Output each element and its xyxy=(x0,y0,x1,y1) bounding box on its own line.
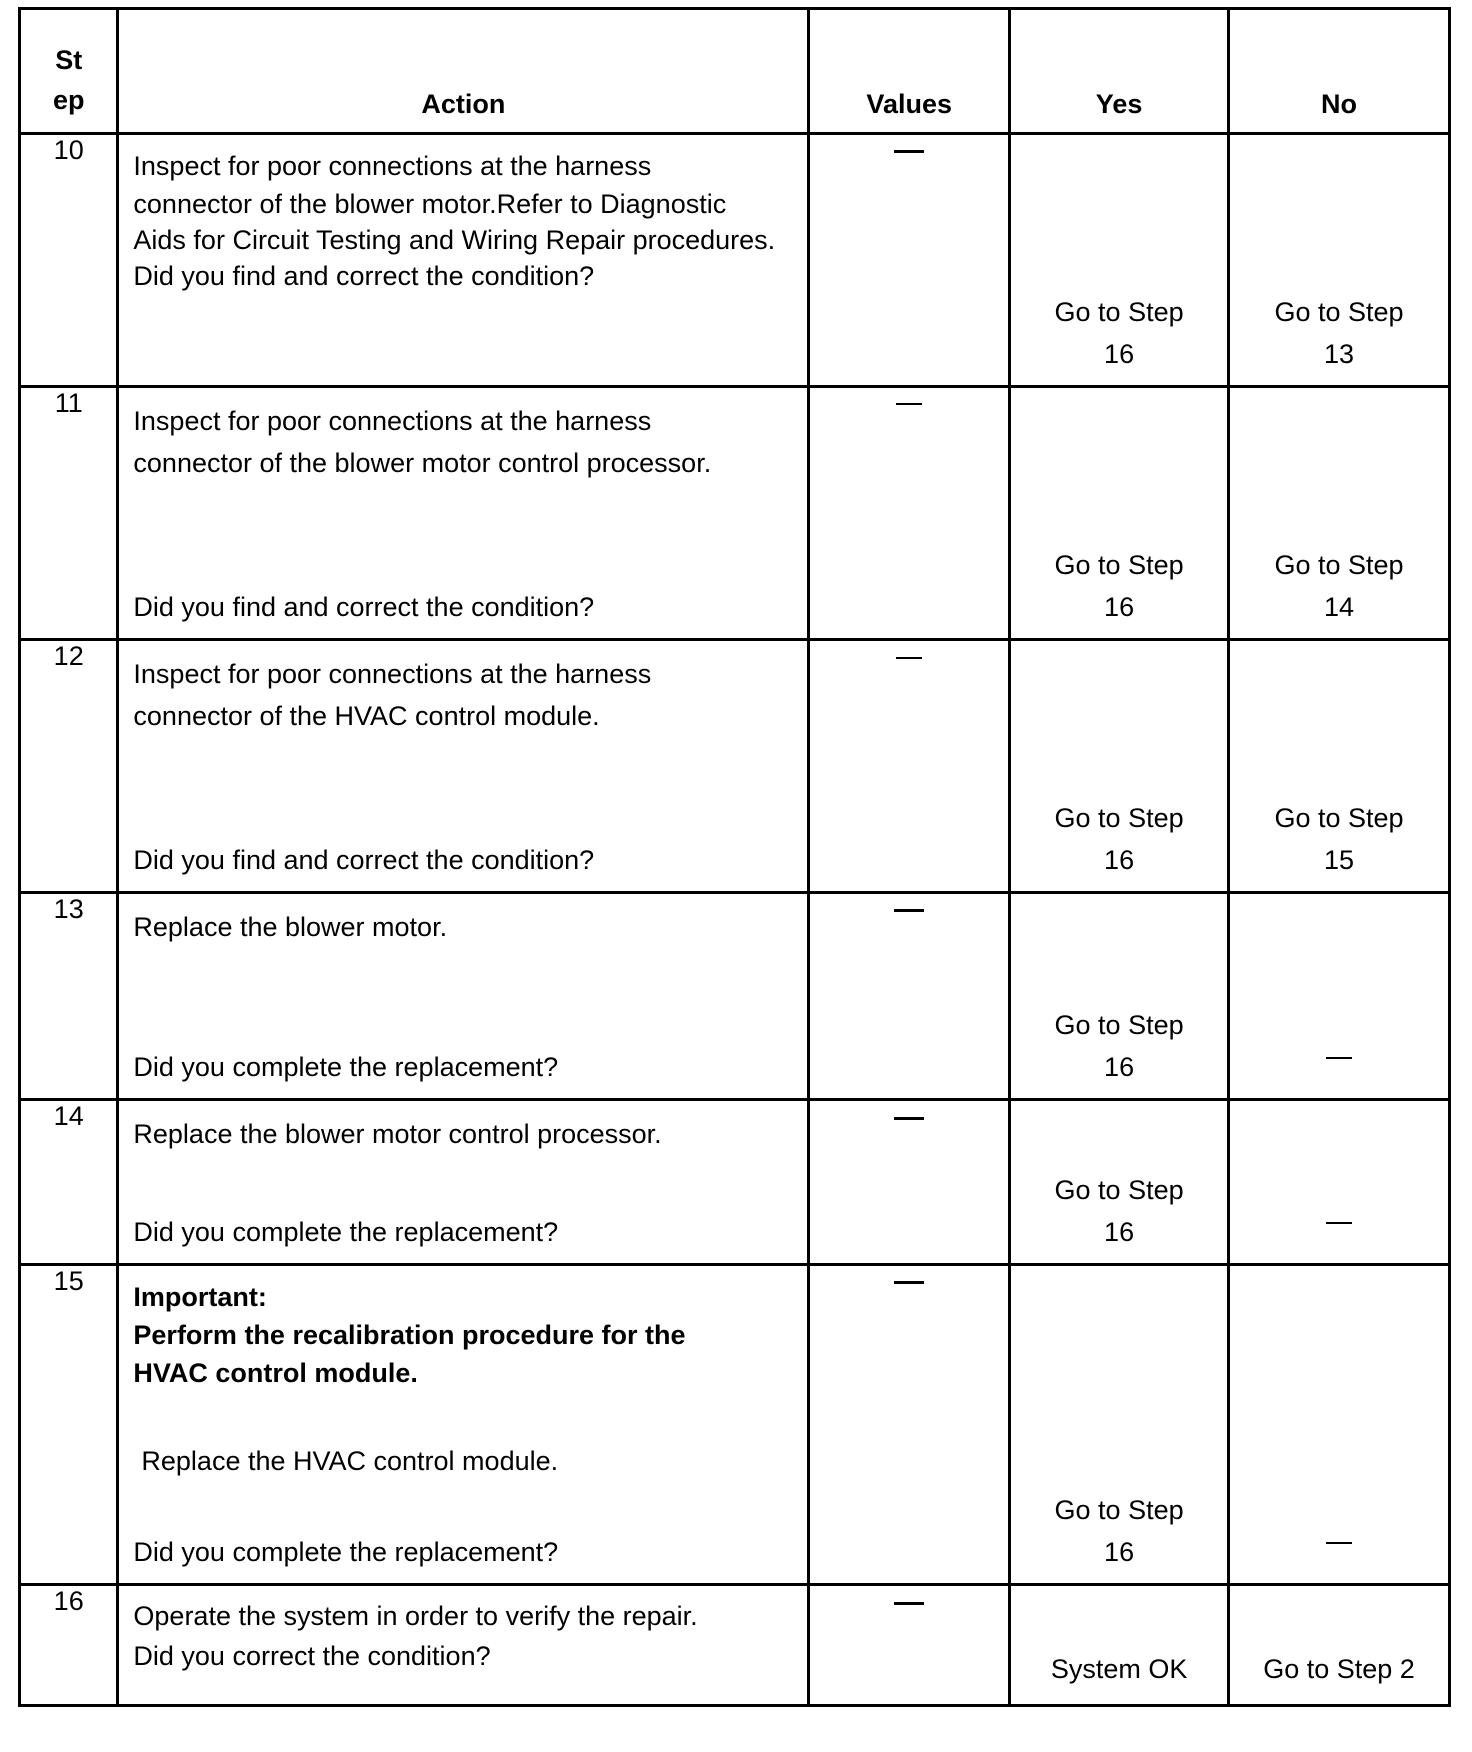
action-text: connector of the HVAC control module. xyxy=(133,701,600,732)
step-number: 12 xyxy=(20,640,118,893)
table-row-step-15 xyxy=(20,1264,1450,1585)
values-dash xyxy=(896,657,922,659)
yes-goto-label: Go to Step xyxy=(1054,296,1184,327)
header-no: No xyxy=(1229,9,1450,134)
step-number: 13 xyxy=(20,892,118,1100)
yes-result: System OK xyxy=(1050,1654,1188,1684)
action-text: Aids for Circuit Testing and Wiring Repair procedures. xyxy=(133,225,776,255)
action-cell xyxy=(118,1585,809,1706)
action-text: connector of the blower motor.Refer to Diagnostic xyxy=(133,189,727,219)
yes-goto-step: 16 xyxy=(1104,1052,1135,1083)
values-cell xyxy=(809,1585,1010,1706)
no-dash xyxy=(1326,1542,1352,1544)
no-dash xyxy=(1326,1057,1352,1059)
step-number: 14 xyxy=(20,1100,118,1264)
header-yes: Yes xyxy=(1010,9,1229,134)
action-cell xyxy=(118,386,809,640)
yes-cell xyxy=(1010,1100,1229,1264)
header-step-line1: St xyxy=(55,45,83,75)
action-cell xyxy=(118,1264,809,1585)
values-cell xyxy=(809,134,1010,387)
action-text: Inspect for poor connections at the harness xyxy=(133,405,652,436)
action-text: Replace the HVAC control module. xyxy=(141,1446,559,1477)
yes-cell xyxy=(1010,134,1229,387)
important-note xyxy=(133,1278,799,1392)
question-text: Did you complete the replacement? xyxy=(133,1537,559,1568)
yes-goto-step: 16 xyxy=(1104,844,1135,875)
action-text: Replace the blower motor control processor. xyxy=(133,1119,662,1150)
yes-goto-step: 16 xyxy=(1104,1537,1135,1568)
action-text: Operate the system in order to verify the repair. xyxy=(133,1601,698,1632)
important-text: Perform the recalibration procedure for the xyxy=(133,1319,686,1350)
diagnostic-table xyxy=(18,7,1451,1707)
header-row xyxy=(20,9,1450,134)
no-cell xyxy=(1229,386,1450,640)
values-cell xyxy=(809,1264,1010,1585)
no-cell xyxy=(1229,1264,1450,1585)
yes-goto-label: Go to Step xyxy=(1054,550,1184,581)
important-text: HVAC control module. xyxy=(133,1357,418,1388)
step-number: 15 xyxy=(20,1264,118,1585)
yes-goto-label: Go to Step xyxy=(1054,802,1184,833)
yes-cell xyxy=(1010,640,1229,893)
table-row-step-14 xyxy=(20,1100,1450,1264)
no-cell xyxy=(1229,640,1450,893)
no-goto-step: 13 xyxy=(1323,338,1355,369)
yes-cell xyxy=(1010,1264,1229,1585)
no-cell xyxy=(1229,1585,1450,1706)
no-goto-label: Go to Step xyxy=(1274,550,1404,581)
values-dash xyxy=(894,150,924,153)
yes-cell xyxy=(1010,386,1229,640)
question-text: Did you find and correct the condition? xyxy=(133,844,595,875)
step-number: 11 xyxy=(20,386,118,640)
header-step-line2: ep xyxy=(52,85,85,115)
header-action: Action xyxy=(118,9,809,134)
action-cell xyxy=(118,640,809,893)
action-text: Inspect for poor connections at the harness xyxy=(133,151,652,181)
action-text: connector of the blower motor control processor. xyxy=(133,447,712,478)
yes-cell xyxy=(1010,892,1229,1100)
action-text: Replace the blower motor. xyxy=(133,911,448,942)
yes-goto-label: Go to Step xyxy=(1054,1495,1184,1526)
action-cell xyxy=(118,1100,809,1264)
yes-goto-label: Go to Step xyxy=(1054,1174,1184,1205)
header-step xyxy=(20,9,118,134)
no-cell xyxy=(1229,1100,1450,1264)
yes-goto-label: Go to Step xyxy=(1054,1010,1184,1041)
step-number: 10 xyxy=(20,134,118,387)
no-goto-step: 14 xyxy=(1323,592,1355,623)
no-goto-step: 15 xyxy=(1323,844,1355,875)
values-dash xyxy=(894,1602,924,1605)
question-text: Did you complete the replacement? xyxy=(133,1216,559,1247)
yes-goto-step: 16 xyxy=(1104,1216,1135,1247)
action-cell xyxy=(118,134,809,387)
question-text: Did you find and correct the condition? xyxy=(133,261,595,291)
values-dash xyxy=(894,1117,924,1120)
values-cell xyxy=(809,1100,1010,1264)
question-text: Did you find and correct the condition? xyxy=(133,592,595,623)
no-dash xyxy=(1326,1222,1352,1224)
table-row-step-13 xyxy=(20,892,1450,1100)
action-cell xyxy=(118,892,809,1100)
table-row-step-16 xyxy=(20,1585,1450,1706)
no-goto-label: Go to Step xyxy=(1274,802,1404,833)
yes-goto-step: 16 xyxy=(1104,592,1135,623)
values-cell xyxy=(809,640,1010,893)
yes-cell xyxy=(1010,1585,1229,1706)
no-goto-label: Go to Step 2 xyxy=(1263,1654,1415,1684)
values-dash xyxy=(894,909,924,912)
values-dash xyxy=(894,1281,924,1284)
step-number: 16 xyxy=(20,1585,118,1706)
yes-goto-step: 16 xyxy=(1104,338,1135,369)
values-cell xyxy=(809,892,1010,1100)
no-goto-label: Go to Step xyxy=(1274,296,1404,327)
question-text: Did you complete the replacement? xyxy=(133,1052,559,1083)
table-row-step-12 xyxy=(20,640,1450,893)
header-values: Values xyxy=(809,9,1010,134)
values-cell xyxy=(809,386,1010,640)
no-cell xyxy=(1229,134,1450,387)
values-dash xyxy=(896,403,922,405)
table-row-step-11 xyxy=(20,386,1450,640)
action-text: Inspect for poor connections at the harness xyxy=(133,659,652,690)
no-cell xyxy=(1229,892,1450,1100)
table-row-step-10 xyxy=(20,134,1450,387)
important-label: Important: xyxy=(133,1281,267,1312)
question-text: Did you correct the condition? xyxy=(133,1641,491,1672)
